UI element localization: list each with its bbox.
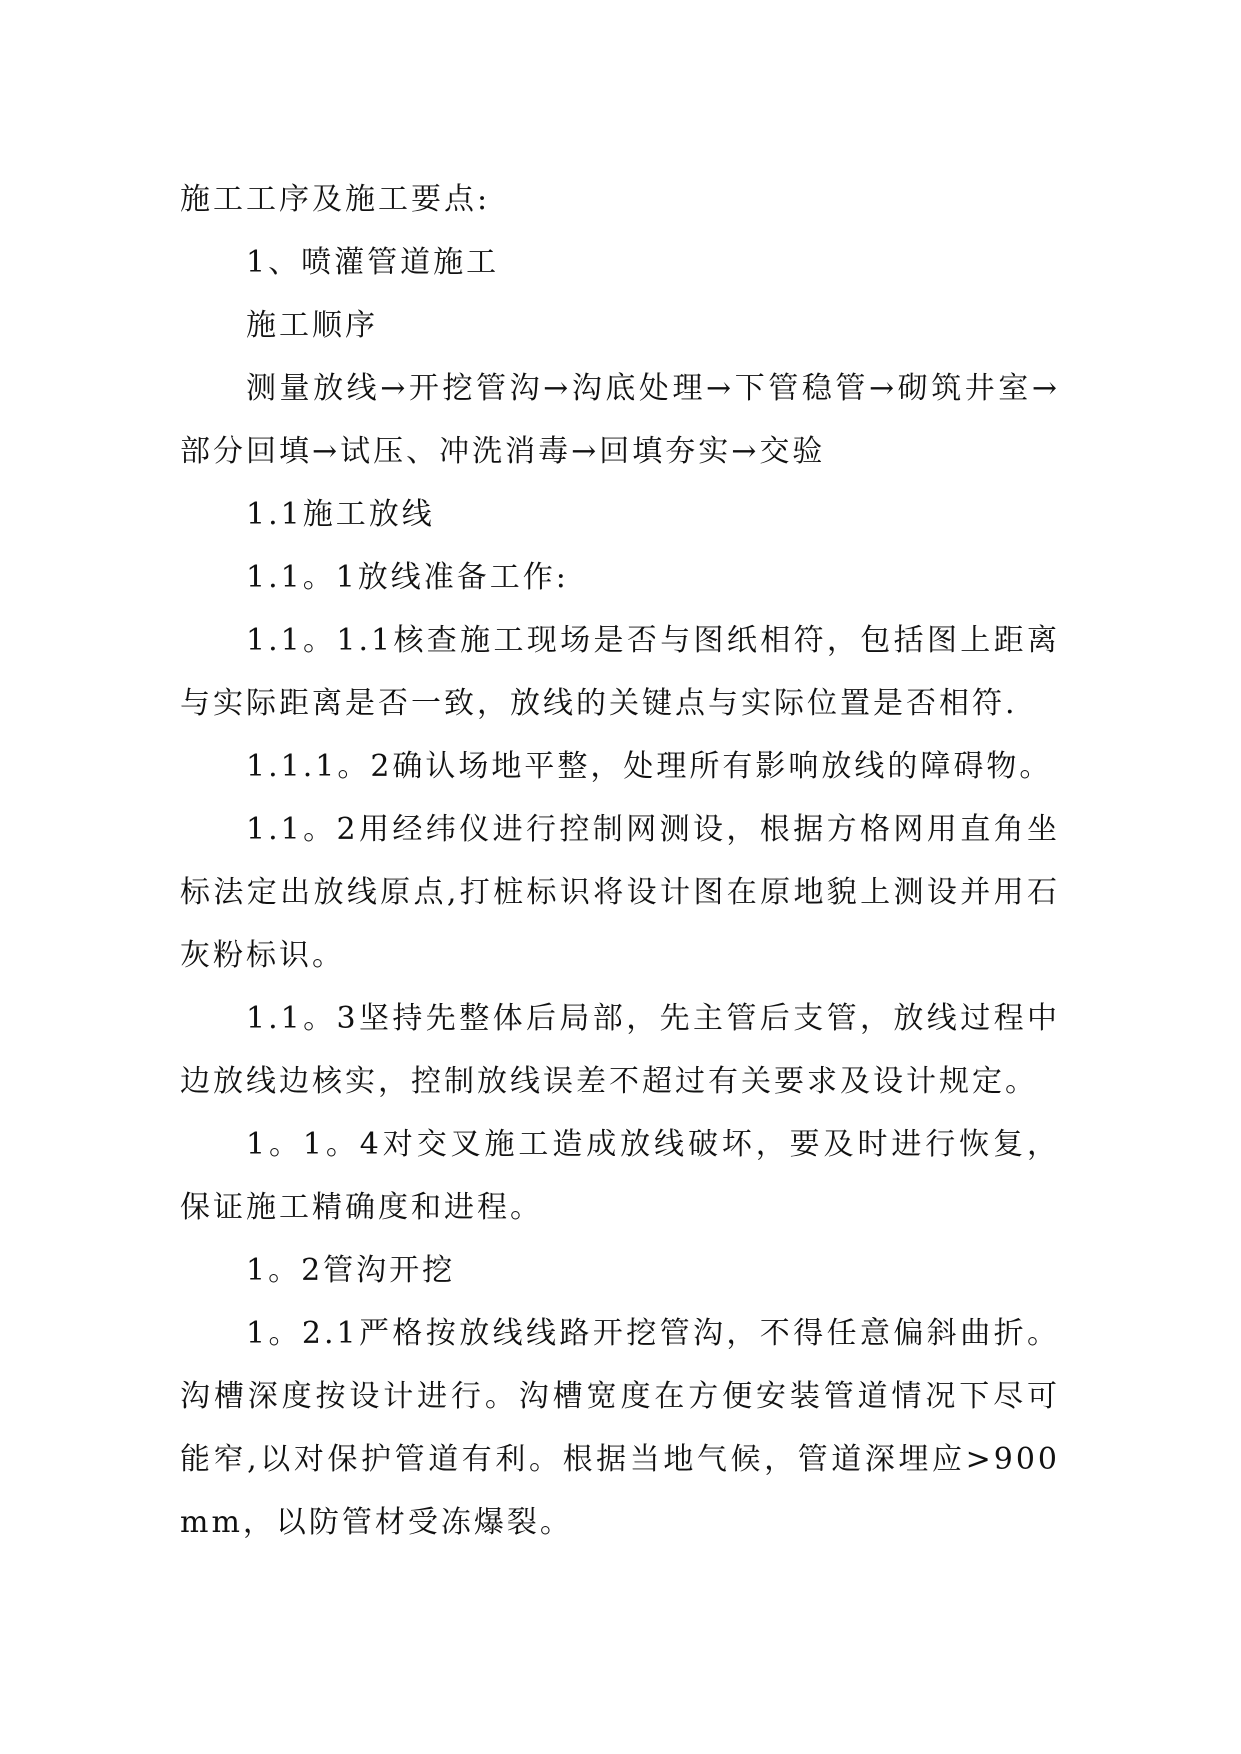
heading-construction-sequence: 施工顺序	[246, 308, 378, 343]
section-title: 施工工序及施工要点:	[180, 182, 491, 217]
paragraph-1-1-1-1: 1.1。1.1核查施工现场是否与图纸相符，包括图上距离与实际距离是否一致，放线的关键点与实际位置是否相符.	[180, 623, 1060, 721]
paragraph-1-2-1: 1。2.1严格按放线线路开挖管沟，不得任意偏斜曲折。沟槽深度按设计进行。沟槽宽度在方便安装管道情况下尽可能窄,以对保护管道有利。根据当地气候，管道深埋应>900mm，以防管材受冻爆裂。	[180, 1316, 1060, 1540]
heading-sprinkler-pipe-construction: 1、喷灌管道施工	[246, 245, 500, 280]
paragraph-1-1-2: 1.1。2用经纬仪进行控制网测设，根据方格网用直角坐标法定出放线原点,打桩标识将设计图在原地貌上测设并用石灰粉标识。	[180, 812, 1060, 973]
heading-1-1: 1.1施工放线	[246, 497, 435, 532]
construction-sequence-flow: 测量放线→开挖管沟→沟底处理→下管稳管→砌筑井室→部分回填→试压、冲洗消毒→回填夯实→交验	[180, 371, 1060, 469]
paragraph-1-1-4: 1。1。4对交叉施工造成放线破坏，要及时进行恢复，保证施工精确度和进程。	[180, 1127, 1060, 1225]
document-body	[180, 168, 1060, 1554]
paragraph-1-1-3: 1.1。3坚持先整体后局部，先主管后支管，放线过程中边放线边核实，控制放线误差不超过有关要求及设计规定。	[180, 1001, 1060, 1099]
heading-1-2: 1。2管沟开挖	[246, 1253, 456, 1288]
heading-1-1-1: 1.1。1放线准备工作:	[246, 560, 569, 595]
paragraph-1-1-1-2: 1.1.1。2确认场地平整，处理所有影响放线的障碍物。	[246, 749, 1053, 784]
